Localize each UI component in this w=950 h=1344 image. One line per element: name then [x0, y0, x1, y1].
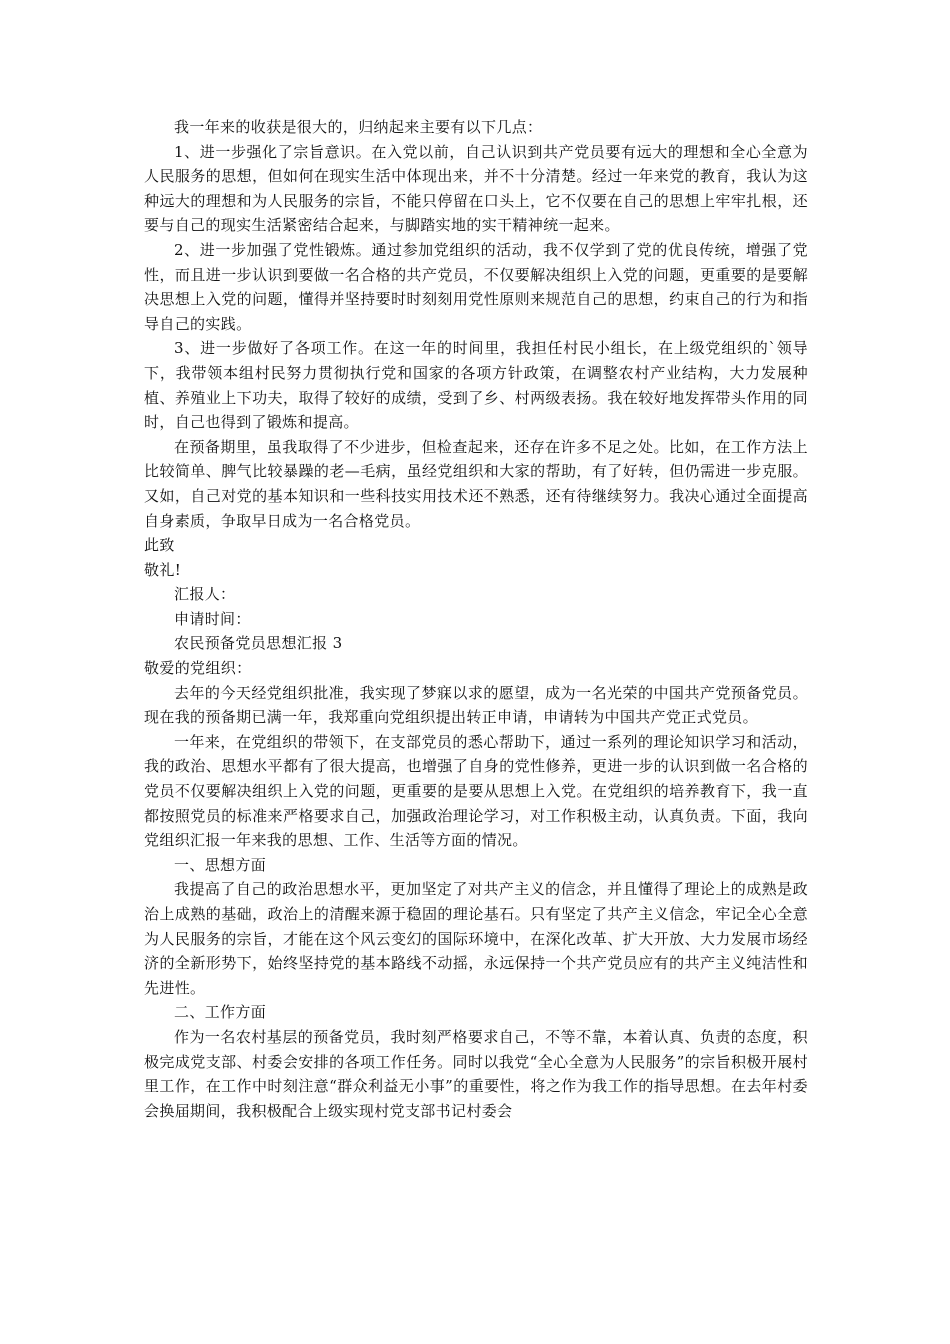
section-heading-report-3: 农民预备党员思想汇报 3: [174, 634, 343, 653]
paragraph-work: 作为一名农村基层的预备党员，我时刻严格要求自己，不等不靠，本着认真、负责的态度，积极完成党支部、村委会安排的各项工作任务。同时以我党“全心全意为人民服务”的宗旨积极开展村里工作，在工作中时刻注意“群众利益无小事”的重要性，将之作为我工作的指导思想。在去年村委会换届期间，我积极配合上级实现村党支部书记村委会: [144, 1027, 808, 1120]
subheading-work: 二、工作方面: [174, 1003, 267, 1022]
paragraph-point-3: 3、进一步做好了各项工作。在这一年的时间里，我担任村民小组长，在上级党组织的`领导下，我带领本组村民努力贯彻执行党和国家的各项方针政策，在调整农村产业结构，大力发展种植、养殖业上下功夫，取得了较好的成绩，受到了乡、村两级表扬。我在较好地发挥带头作用的同时，自己也得到了锻炼和提高。: [144, 339, 808, 432]
paragraph-point-2: 2、进一步加强了党性锻炼。通过参加党组织的活动，我不仅学到了党的优良传统，增强了党性，而且进一步认识到要做一名合格的共产党员，不仅要解决组织上入党的问题，更重要的是要解决思想上入党的问题，懂得并坚持要时时刻刻用党性原则来规范自己的思想，约束自己的行为和指导自己的实践。: [144, 240, 808, 333]
greeting-line: 敬爱的党组织：: [144, 659, 252, 678]
closing-salutation-1: 此致: [144, 536, 175, 555]
paragraph-point-1: 1、进一步强化了宗旨意识。在入党以前，自己认识到共产党员要有远大的理想和全心全意为人民服务的思想，但如何在现实生活中体现出来，并不十分清楚。经过一年来党的教育，我认为这种远大的理想和为人民服务的宗旨，不能只停留在口头上，它不仅要在自己的思想上牢牢扎根，还要与自己的现实生活紧密结合起来，与脚踏实地的实干精神统一起来。: [144, 142, 808, 235]
paragraph-shortcomings: 在预备期里，虽我取得了不少进步，但检查起来，还存在许多不足之处。比如，在工作方法上比较简单、脾气比较暴躁的老—毛病，虽经党组织和大家的帮助，有了好转，但仍需进一步克服。又如，自己对党的基本知识和一些科技实用技术还不熟悉，还有待继续努力。我决心通过全面提高自身素质，争取早日成为一名合格党员。: [144, 437, 808, 530]
reporter-line: 汇报人：: [174, 585, 236, 604]
paragraph-year-summary: 一年来，在党组织的带领下，在支部党员的悉心帮助下，通过一系列的理论知识学习和活动，我的政治、思想水平都有了很大提高，也增强了自身的党性修养，更进一步的认识到做一名合格的党员不仅要解决组织上入党的问题，更重要的是要从思想上入党。在党组织的培养教育下，我一直都按照党员的标准来严格要求自己，加强政治理论学习，对工作积极主动，认真负责。下面，我向党组织汇报一年来我的思想、工作、生活等方面的情况。: [144, 732, 808, 850]
application-date-line: 申请时间：: [174, 609, 251, 628]
subheading-thought: 一、思想方面: [174, 855, 267, 874]
paragraph-application: 去年的今天经党组织批准，我实现了梦寐以求的愿望，成为一名光荣的中国共产党预备党员。现在我的预备期已满一年，我郑重向党组织提出转正申请，申请转为中国共产党正式党员。: [144, 683, 808, 727]
paragraph-gains-intro: 我一年来的收获是很大的，归纳起来主要有以下几点：: [174, 118, 543, 136]
paragraph-thought: 我提高了自己的政治思想水平，更加坚定了对共产主义的信念，并且懂得了理论上的成熟是政治上成熟的基础，政治上的清醒来源于稳固的理论基石。只有坚定了共产主义信念，牢记全心全意为人民服务的宗旨，才能在这个风云变幻的国际环境中，在深化改革、扩大开放、大力发展市场经济的全新形势下，始终坚持党的基本路线不动摇，永远保持一个共产党员应有的共产主义纯洁性和先进性。: [144, 880, 808, 997]
closing-salutation-2: 敬礼!: [144, 560, 182, 579]
document-body: [144, 115, 808, 1123]
